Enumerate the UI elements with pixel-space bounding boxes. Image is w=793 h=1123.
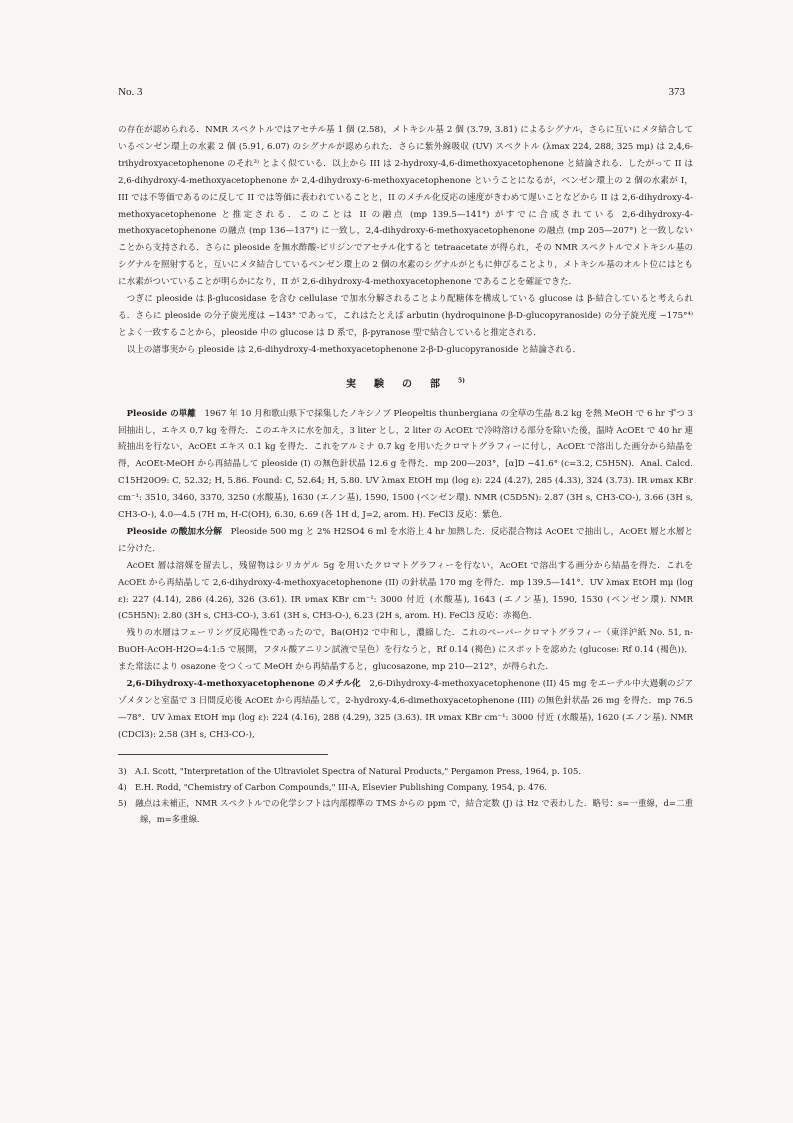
article-body xyxy=(118,122,693,827)
journal-issue: No. 3 xyxy=(118,86,143,98)
experimental-methylation xyxy=(118,676,693,744)
experimental-acoet-layer xyxy=(118,558,693,626)
section-title-ref: 5) xyxy=(457,377,465,385)
footnote-4: 4) E.H. Rodd, "Chemistry of Carbon Compounds," III-A, Elsevier Publishing Company, 1954, p. 476. xyxy=(118,781,547,792)
experimental-hydrolysis xyxy=(118,524,693,558)
page-number: 373 xyxy=(668,86,685,98)
subsection-text: 残りの水層はフェーリング反応陽性であったので，Ba(OH)2 で中和し，濃縮した．これのペーパークロマトグラフィー（東洋沪紙 No. 51, n-BuOH-AcOH-H2O=4:1:5 で展開，フタル酸アニリン試液で呈色）を行なうと，Rf 0.14 (褐色) にスポットを認めた (glucose: Rf 0.14 (褐色))．また常法により osazone をつくって MeOH から再結晶すると，glucosazone, mp 210—212°，が得られた． xyxy=(118,628,693,673)
subsection-heading: Pleoside の酸加水分解 xyxy=(126,526,223,537)
experimental-water-layer xyxy=(118,625,693,676)
paragraph-glucose: つぎに pleoside は β-glucosidase を含む cellulase で加水分解されることより配糖体を構成している glucose は β-結合していると考えられる．さらに pleoside の分子旋光度は −143° であって，これはたとえば arbutin (hydroquinone β-D-glucopyranoside) の分子旋光度 −175°⁴⁾ とよく一致することから，pleoside 中の glucose は D 系で，β-pyranose 型で結合していると推定される． xyxy=(118,294,693,338)
footnote-3: 3) A.I. Scott, "Interpretation of the Ultraviolet Spectra of Natural Products," Pergamon Press, 1964, p. 105. xyxy=(118,765,581,776)
subsection-text: 2,6-Dihydroxy-4-methoxyacetophenone (II) 45 mg をエーテル中大過剰のジアゾメタンと室温で 3 日間反応後 AcOEt から再結晶して，2-hydroxy-4,6-dimethoxyacetophenone (III) の無色針状晶 26 mg を得た．mp 76.5—78°．UV λmax EtOH mμ (log ε): 224 (4.16), 288 (4.29), 325 (3.63). IR νmax KBr cm⁻¹: 3000 付近 (水酸基), 1620 (エノン基). NMR (CDCl3): 2.58 (3H s, CH3-CO-), xyxy=(118,679,693,740)
subsection-text: 1967 年 10 月和歌山県下で採集したノキシノブ Pleopeltis thunbergiana の全草の生晶 8.2 kg を熱 MeOH で 6 hr ずつ 3 回抽出し，エキス 0.7 kg を得た．このエキスに水を加え，3 liter とし，2 liter の AcOEt で冷時溶ける部分を除いた後，温時 AcOEt で 40 hr 連続抽出を行ない，AcOEt エキス 0.1 kg を得た．これをアルミナ 0.7 kg を用いたクロマトグラフィーに付し，AcOEt で溶出した画分から結晶を得，AcOEt-MeOH から再結晶して pleoside (I) の無色針状晶 12.6 g を得た．mp 200—203°，[α]D −41.6° (c=3.2, C5H5N)．Anal. Calcd. C15H20O9: C, 52.32; H, 5.86. Found: C, 52.64; H, 5.80. UV λmax EtOH mμ (log ε): 224 (4.27), 285 (4.33), 324 (3.73). IR νmax KBr cm⁻¹: 3510, 3460, 3370, 3250 (水酸基), 1630 (エノン基), 1590, 1500 (ベンゼン環). NMR (C5D5N): 2.87 (3H s, CH3-CO-), 3.66 (3H s, CH3-O-), 4.0—4.5 (7H m, H-C(OH), 6.30, 6.69 (各 1H d, J=2, arom. H). FeCl3 反応：紫色． xyxy=(118,408,694,521)
subsection-heading: 2,6-Dihydroxy-4-methoxyacetophenone のメチル化 xyxy=(126,679,361,690)
experimental-isolation xyxy=(118,406,693,524)
paragraph-conclusion: 以上の諸事実から pleoside は 2,6-dihydroxy-4-methoxyacetophenone 2-β-D-glucopyranoside と結論される． xyxy=(126,344,582,355)
subsection-heading: Pleoside の単離 xyxy=(126,408,196,419)
footnote-5: 5) 融点は未補正，NMR スペクトルでの化学シフトは内部標準の TMS からの ppm で，結合定数 (J) は Hz で表わした．略号：s=一重線，d=二重線，m=多重線． xyxy=(118,797,693,824)
subsection-text: Pleoside 500 mg と 2% H2SO4 6 ml を水浴上 4 hr 加熱した．反応混合物は AcOEt で抽出し，AcOEt 層と水層とに分けた． xyxy=(118,526,693,554)
paragraph-discussion: の存在が認められる．NMR スペクトルではアセチル基 1 個 (2.58)，メトキシル基 2 個 (3.79, 3.81) によるシグナル，さらに互いにメタ結合しているベンゼン環上の水素 2 個 (5.91, 6.07) のシグナルが認められた．さらに紫外線吸収 (UV) スペクトル (λmax 224, 288, 325 mμ) は 2,4,6-trihydroxyacetophenone のそれ³⁾ とよく似ている．以上から III は 2-hydroxy-4,6-dimethoxyacetophenone と結論される．したがって II は 2,6-dihydroxy-4-methoxyacetophenone か 2,4-dihydroxy-6-methoxyacetophenone ということになるが，ベンゼン環上の 2 個の水素が I，III では不等価であるのに反して II では等価に表われていることと，II のメチル化反応の速度がきわめて遅いことなどから II は 2,6-dihydroxy-4-methoxyacetophenone と推定される．このことは II の融点 (mp 139.5—141°) がすでに合成されている 2,6-dihydroxy-4-methoxyacetophenone の融点 (mp 136—137°) に一致し，2,4-dihydroxy-6-methoxyacetophenone の融点 (mp 205—207°) と一致しないことから支持される．さらに pleoside を無水酢酸-ピリジンでアセチル化すると tetraacetate が得られ，その NMR スペクトルでメトキシル基のシグナルを照射すると，互いにメタ結合しているベンゼン環上の 2 個の水素のシグナルがともに伸びることより，メトキシル基のオルト位にはともに水素がついていることが明らかになり，II が 2,6-dihydroxy-4-methoxyacetophenone であることを確証できた． xyxy=(118,125,693,288)
subsection-text: AcOEt 層は溶媒を留去し，残留物はシリカゲル 5g を用いたクロマトグラフィーを行ない，AcOEt で溶出する画分から結晶を得た．これを AcOEt から再結晶して 2,6-dihydroxy-4-methoxyacetophenone (II) の針状晶 170 mg を得た．mp 139.5—141°．UV λmax EtOH mμ (log ε): 227 (4.14), 286 (4.26), 326 (3.61). IR νmax KBr cm⁻¹: 3000 付近 (水酸基), 1643 (エノン基), 1590, 1530 (ベンゼン環). NMR (C5H5N): 2.80 (3H s, CH3-CO-), 3.61 (3H s, CH3-O-), 6.23 (2H s, arom. H). FeCl3 反応：赤褐色． xyxy=(118,560,693,622)
footnote-divider xyxy=(118,754,328,755)
section-title xyxy=(118,377,693,394)
section-title-text: 実験の部 xyxy=(345,378,458,390)
